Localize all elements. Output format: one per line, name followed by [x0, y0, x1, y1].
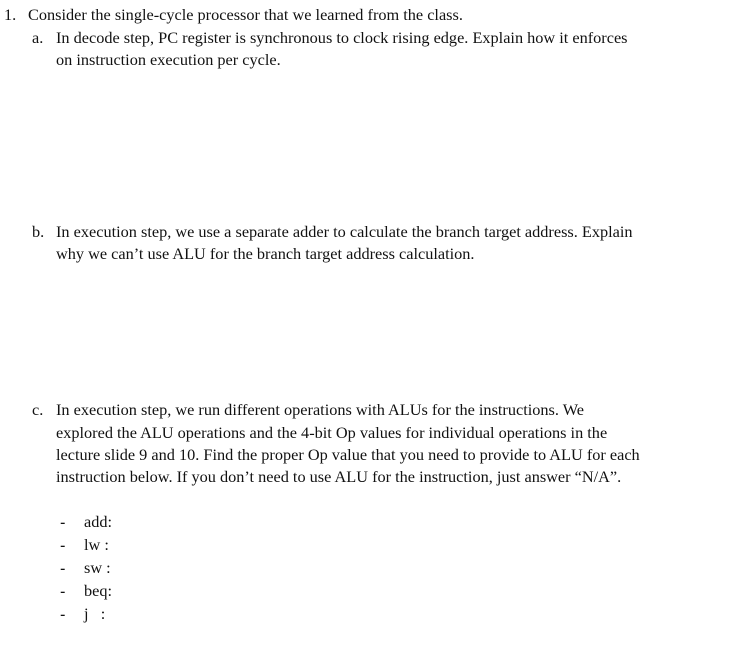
instruction-dash: -: [60, 560, 66, 578]
instruction-j: j :: [84, 604, 106, 623]
instruction-add: add:: [84, 512, 113, 531]
instruction-sw: sw :: [84, 558, 111, 577]
part-c-label: c.: [32, 400, 44, 419]
part-a-line-1: In decode step, PC register is synchronous to clock rising edge. Explain how it enforces: [56, 28, 628, 47]
instruction-beq: beq:: [84, 581, 113, 600]
question-text: Consider the single-cycle processor that we learned from the class.: [28, 5, 463, 24]
instruction-dash: -: [60, 583, 66, 601]
part-c-line-3: lecture slide 9 and 10. Find the proper Op value that you need to provide to ALU for each: [56, 445, 640, 464]
instruction-dash: -: [60, 606, 66, 624]
instruction-dash: -: [60, 537, 66, 555]
part-b-line-1: In execution step, we use a separate adder to calculate the branch target address. Explain: [56, 222, 633, 241]
question-number: 1.: [4, 5, 17, 24]
part-a-line-2: on instruction execution per cycle.: [56, 50, 281, 69]
part-b-label: b.: [32, 222, 45, 241]
part-a-label: a.: [32, 28, 44, 47]
part-b-line-2: why we can’t use ALU for the branch target address calculation.: [56, 244, 475, 263]
instruction-dash: -: [60, 514, 66, 532]
part-c-line-4: instruction below. If you don’t need to use ALU for the instruction, just answer “N/A”.: [56, 467, 622, 486]
part-c-line-1: In execution step, we run different operations with ALUs for the instructions. We: [56, 400, 585, 419]
instruction-lw: lw :: [84, 535, 109, 554]
part-c-line-2: explored the ALU operations and the 4-bit Op values for individual operations in the: [56, 423, 608, 442]
